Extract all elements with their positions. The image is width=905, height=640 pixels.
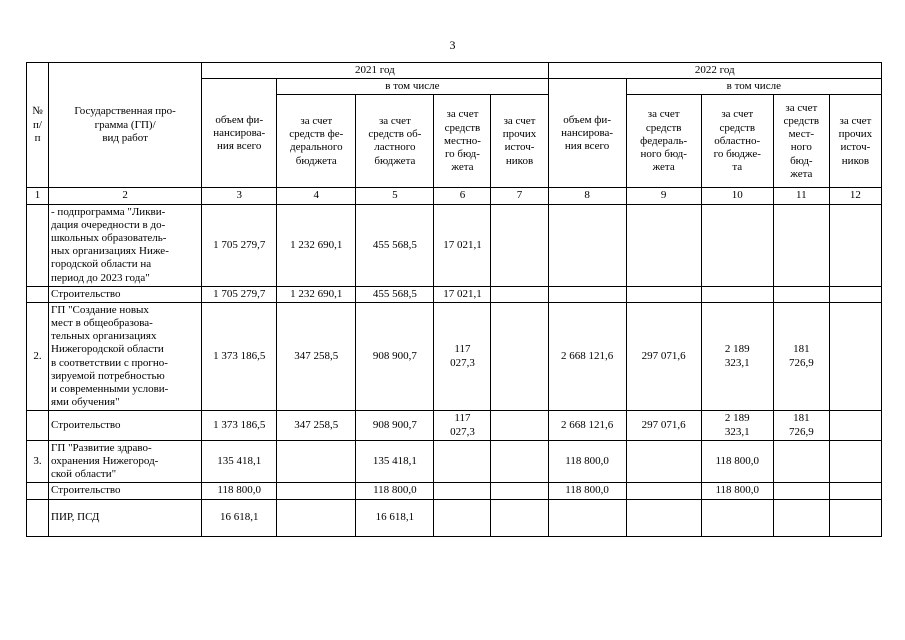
program-name-cell: Строительство	[49, 483, 202, 499]
value-cell	[434, 499, 491, 536]
value-cell	[491, 440, 548, 483]
header-program: Государственная про- грамма (ГП)/ вид работ	[49, 63, 202, 188]
table-row	[27, 499, 882, 536]
value-cell	[829, 302, 881, 411]
row-number-cell	[27, 499, 49, 536]
value-cell	[491, 204, 548, 286]
header-row-years	[27, 63, 882, 79]
table-body	[27, 204, 882, 536]
value-cell: 297 071,6	[626, 411, 701, 440]
value-cell: 455 568,5	[356, 204, 434, 286]
program-name-cell: ПИР, ПСД	[49, 499, 202, 536]
header-federal-2022: за счет средств федераль- ного бюд- жета	[626, 95, 701, 188]
value-cell: 118 800,0	[548, 483, 626, 499]
header-regional-2021: за счет средств об- ластного бюджета	[356, 95, 434, 188]
header-total-2022: объем фи- нансирова- ния всего	[548, 79, 626, 188]
column-number: 11	[773, 188, 829, 204]
value-cell: 117 027,3	[434, 411, 491, 440]
value-cell	[548, 204, 626, 286]
value-cell: 1 705 279,7	[202, 204, 277, 286]
value-cell: 118 800,0	[701, 440, 773, 483]
value-cell	[829, 499, 881, 536]
row-number-cell	[27, 411, 49, 440]
column-number: 7	[491, 188, 548, 204]
table-row	[27, 302, 882, 411]
value-cell	[773, 204, 829, 286]
header-num: № п/ п	[27, 63, 49, 188]
header-other-2021: за счет прочих источ- ников	[491, 95, 548, 188]
header-year-2021: 2021 год	[202, 63, 548, 79]
value-cell: 181 726,9	[773, 411, 829, 440]
value-cell	[829, 440, 881, 483]
value-cell: 1 232 690,1	[277, 286, 356, 302]
value-cell: 347 258,5	[277, 302, 356, 411]
page-number: 3	[449, 38, 456, 52]
row-number-cell: 2.	[27, 302, 49, 411]
value-cell: 181 726,9	[773, 302, 829, 411]
row-number-cell	[27, 483, 49, 499]
value-cell: 118 800,0	[202, 483, 277, 499]
value-cell: 117 027,3	[434, 302, 491, 411]
value-cell	[829, 204, 881, 286]
value-cell	[277, 440, 356, 483]
program-name-cell: Строительство	[49, 286, 202, 302]
value-cell	[773, 440, 829, 483]
value-cell: 135 418,1	[202, 440, 277, 483]
value-cell	[491, 302, 548, 411]
value-cell: 1 373 186,5	[202, 302, 277, 411]
column-number: 10	[701, 188, 773, 204]
value-cell	[701, 499, 773, 536]
row-number-cell	[27, 286, 49, 302]
value-cell: 2 189 323,1	[701, 411, 773, 440]
header-including-2022: в том числе	[626, 79, 881, 95]
value-cell	[626, 286, 701, 302]
column-number: 6	[434, 188, 491, 204]
value-cell	[773, 499, 829, 536]
value-cell: 118 800,0	[701, 483, 773, 499]
value-cell	[491, 499, 548, 536]
value-cell: 2 189 323,1	[701, 302, 773, 411]
value-cell	[626, 483, 701, 499]
value-cell: 297 071,6	[626, 302, 701, 411]
column-number: 5	[356, 188, 434, 204]
value-cell: 908 900,7	[356, 302, 434, 411]
value-cell	[277, 499, 356, 536]
program-name-cell: ГП "Развитие здраво- охранения Нижегород- ской области"	[49, 440, 202, 483]
value-cell	[829, 483, 881, 499]
row-number-cell	[27, 204, 49, 286]
value-cell	[491, 411, 548, 440]
program-name-cell: - подпрограмма "Ликви- дация очередности в до- школьных образователь- ных организациях Ниже- городской области на период до 2023 года"	[49, 204, 202, 286]
value-cell: 135 418,1	[356, 440, 434, 483]
program-name-cell: ГП "Создание новых мест в общеобразова- тельных организациях Нижегородской области в соответствии с прогно- зируемой потребностью и современными услови- ями обучения"	[49, 302, 202, 411]
header-federal-2021: за счет средств фе- дерального бюджета	[277, 95, 356, 188]
header-other-2022: за счет прочих источ- ников	[829, 95, 881, 188]
value-cell	[773, 286, 829, 302]
column-number: 4	[277, 188, 356, 204]
column-number: 8	[548, 188, 626, 204]
value-cell	[277, 483, 356, 499]
value-cell	[829, 286, 881, 302]
value-cell	[491, 483, 548, 499]
value-cell	[434, 483, 491, 499]
value-cell	[626, 204, 701, 286]
header-local-2022: за счет средств мест- ного бюд- жета	[773, 95, 829, 188]
value-cell: 17 021,1	[434, 286, 491, 302]
value-cell	[626, 440, 701, 483]
value-cell: 16 618,1	[356, 499, 434, 536]
program-name-cell: Строительство	[49, 411, 202, 440]
column-number: 3	[202, 188, 277, 204]
header-including-2021: в том числе	[277, 79, 548, 95]
value-cell: 1 373 186,5	[202, 411, 277, 440]
value-cell: 455 568,5	[356, 286, 434, 302]
value-cell: 118 800,0	[356, 483, 434, 499]
header-total-2021: объем фи- нансирова- ния всего	[202, 79, 277, 188]
header-regional-2022: за счет средств областно- го бюдже- та	[701, 95, 773, 188]
table-row	[27, 286, 882, 302]
column-number: 9	[626, 188, 701, 204]
value-cell	[626, 499, 701, 536]
value-cell	[829, 411, 881, 440]
value-cell: 17 021,1	[434, 204, 491, 286]
column-number: 12	[829, 188, 881, 204]
value-cell	[434, 440, 491, 483]
table-row	[27, 483, 882, 499]
value-cell: 2 668 121,6	[548, 302, 626, 411]
table-row	[27, 411, 882, 440]
value-cell: 16 618,1	[202, 499, 277, 536]
value-cell	[773, 483, 829, 499]
header-year-2022: 2022 год	[548, 63, 881, 79]
value-cell: 2 668 121,6	[548, 411, 626, 440]
value-cell: 347 258,5	[277, 411, 356, 440]
table-row	[27, 440, 882, 483]
row-number-cell: 3.	[27, 440, 49, 483]
header-local-2021: за счет средств местно- го бюд- жета	[434, 95, 491, 188]
financing-table	[26, 62, 882, 537]
value-cell	[701, 286, 773, 302]
value-cell: 1 705 279,7	[202, 286, 277, 302]
value-cell	[548, 286, 626, 302]
value-cell	[701, 204, 773, 286]
value-cell	[491, 286, 548, 302]
table-row	[27, 204, 882, 286]
value-cell: 118 800,0	[548, 440, 626, 483]
value-cell: 908 900,7	[356, 411, 434, 440]
value-cell	[548, 499, 626, 536]
header-row-numbers	[27, 188, 882, 204]
column-number: 2	[49, 188, 202, 204]
column-number: 1	[27, 188, 49, 204]
value-cell: 1 232 690,1	[277, 204, 356, 286]
